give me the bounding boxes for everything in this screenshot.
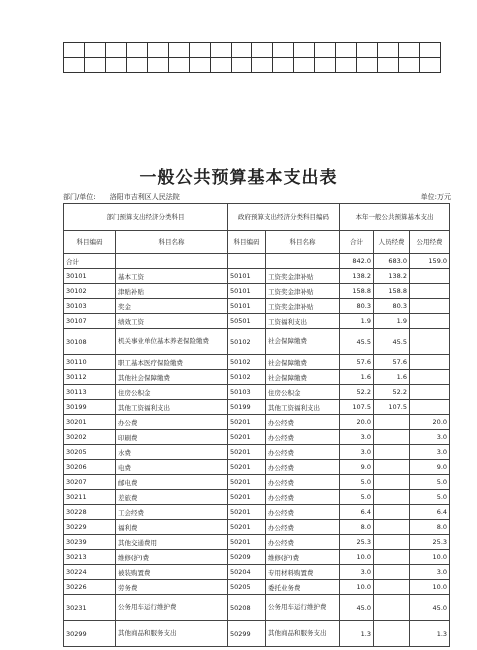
row-gov-name: 办公经费	[266, 415, 340, 430]
row-gov-name: 办公经费	[266, 460, 340, 475]
row-gov-code: 50101	[228, 284, 266, 299]
table-row	[64, 535, 450, 550]
row-public	[410, 284, 450, 299]
table-row	[64, 580, 450, 595]
row-name: 住房公积金	[116, 385, 228, 400]
row-public	[410, 314, 450, 329]
col-header-total: 合计	[340, 231, 374, 254]
row-public	[410, 299, 450, 314]
row-public: 6.4	[410, 505, 450, 520]
table-row	[64, 329, 450, 355]
row-gov-name: 办公经费	[266, 475, 340, 490]
row-name: 公务用车运行维护费	[116, 595, 228, 621]
row-name: 津贴补贴	[116, 284, 228, 299]
col-header-name: 科目名称	[116, 231, 228, 254]
row-code: 30199	[64, 400, 116, 415]
row-code: 30113	[64, 385, 116, 400]
row-gov-code: 50102	[228, 355, 266, 370]
row-public: 45.0	[410, 595, 450, 621]
row-public	[410, 370, 450, 385]
row-gov-name: 办公经费	[266, 445, 340, 460]
row-gov-code: 50208	[228, 595, 266, 621]
col-header-personnel: 人员经费	[374, 231, 410, 254]
row-gov-name: 工资奖金津补贴	[266, 269, 340, 284]
col-header-gov-name: 科目名称	[266, 231, 340, 254]
row-gov-code: 50101	[228, 269, 266, 284]
row-total: 20.0	[340, 415, 374, 430]
row-name: 基本工资	[116, 269, 228, 284]
row-total: 3.0	[340, 445, 374, 460]
row-gov-name: 委托业务费	[266, 580, 340, 595]
row-personnel: 52.2	[374, 385, 410, 400]
table-row	[64, 415, 450, 430]
row-gov-name: 办公经费	[266, 520, 340, 535]
group-header-gov: 政府预算支出经济分类科目编码	[228, 204, 340, 231]
row-name: 机关事业单位基本养老保险缴费	[116, 329, 228, 355]
table-row	[64, 284, 450, 299]
table-row	[64, 490, 450, 505]
row-total: 107.5	[340, 400, 374, 415]
row-total: 25.3	[340, 535, 374, 550]
row-public: 9.0	[410, 460, 450, 475]
row-name: 工会经费	[116, 505, 228, 520]
row-gov-code: 50102	[228, 370, 266, 385]
row-name: 水费	[116, 445, 228, 460]
row-public: 20.0	[410, 415, 450, 430]
group-header-budget: 本年一般公共预算基本支出	[340, 204, 450, 231]
row-code: 30207	[64, 475, 116, 490]
row-personnel	[374, 505, 410, 520]
row-personnel	[374, 565, 410, 580]
table-row	[64, 400, 450, 415]
group-header-dept: 部门预算支出经济分类科目	[64, 204, 228, 231]
table-row	[64, 370, 450, 385]
row-total: 8.0	[340, 520, 374, 535]
row-code: 30226	[64, 580, 116, 595]
row-code: 30299	[64, 621, 116, 647]
previous-page-table-fragment	[63, 42, 441, 73]
table-row	[64, 299, 450, 314]
row-name: 差旅费	[116, 490, 228, 505]
row-total: 5.0	[340, 490, 374, 505]
row-gov-code: 50209	[228, 550, 266, 565]
row-gov-code: 50201	[228, 430, 266, 445]
row-code: 30231	[64, 595, 116, 621]
row-total: 80.3	[340, 299, 374, 314]
row-personnel	[374, 475, 410, 490]
row-personnel: 45.5	[374, 329, 410, 355]
row-total: 10.0	[340, 550, 374, 565]
row-total: 138.2	[340, 269, 374, 284]
row-total: 1.6	[340, 370, 374, 385]
total-row	[64, 254, 450, 269]
row-public: 25.3	[410, 535, 450, 550]
row-total: 45.0	[340, 595, 374, 621]
row-personnel	[374, 535, 410, 550]
row-total: 1.9	[340, 314, 374, 329]
table-row	[64, 505, 450, 520]
row-code: 30110	[64, 355, 116, 370]
row-code: 30205	[64, 445, 116, 460]
row-personnel: 1.9	[374, 314, 410, 329]
department-value: 洛阳市吉利区人民法院	[109, 193, 180, 201]
row-code: 30103	[64, 299, 116, 314]
row-personnel: 80.3	[374, 299, 410, 314]
row-name: 电费	[116, 460, 228, 475]
row-gov-code: 50204	[228, 565, 266, 580]
row-personnel	[374, 621, 410, 647]
row-gov-code: 50103	[228, 385, 266, 400]
row-total: 10.0	[340, 580, 374, 595]
table-row	[64, 269, 450, 284]
row-gov-code: 50201	[228, 460, 266, 475]
row-gov-name: 社会保障缴费	[266, 329, 340, 355]
table-row	[64, 595, 450, 621]
row-total: 5.0	[340, 475, 374, 490]
row-public: 3.0	[410, 445, 450, 460]
row-personnel: 158.8	[374, 284, 410, 299]
row-total: 6.4	[340, 505, 374, 520]
row-personnel	[374, 520, 410, 535]
row-personnel	[374, 460, 410, 475]
row-code: 30229	[64, 520, 116, 535]
row-total: 1.3	[340, 621, 374, 647]
row-name: 其他社会保障缴费	[116, 370, 228, 385]
department-line	[63, 192, 180, 202]
row-code: 30102	[64, 284, 116, 299]
row-gov-code: 50201	[228, 490, 266, 505]
row-gov-code: 50102	[228, 329, 266, 355]
row-public	[410, 329, 450, 355]
table-row	[64, 621, 450, 647]
row-code: 30201	[64, 415, 116, 430]
table-row	[64, 460, 450, 475]
row-code: 30101	[64, 269, 116, 284]
row-gov-code: 50201	[228, 505, 266, 520]
row-public: 3.0	[410, 565, 450, 580]
row-code: 30202	[64, 430, 116, 445]
row-gov-code: 50201	[228, 445, 266, 460]
row-gov-name: 办公经费	[266, 505, 340, 520]
department-label: 部门/单位:	[63, 193, 96, 201]
row-gov-code: 50201	[228, 415, 266, 430]
total-public: 159.0	[410, 254, 450, 269]
unit-label: 单位:万元	[420, 193, 451, 201]
row-personnel: 138.2	[374, 269, 410, 284]
row-gov-name: 工资奖金津补贴	[266, 284, 340, 299]
row-gov-code: 50201	[228, 520, 266, 535]
row-gov-name: 社会保障缴费	[266, 355, 340, 370]
row-name: 维修(护)费	[116, 550, 228, 565]
row-gov-code: 50201	[228, 535, 266, 550]
total-label: 合计	[64, 254, 116, 269]
budget-expenditure-table	[63, 203, 450, 647]
row-gov-code: 50201	[228, 475, 266, 490]
row-code: 30211	[64, 490, 116, 505]
row-total: 158.8	[340, 284, 374, 299]
row-name: 被装购置费	[116, 565, 228, 580]
document-title: 一般公共预算基本支出表	[139, 168, 338, 188]
row-personnel	[374, 550, 410, 565]
row-name: 办公费	[116, 415, 228, 430]
row-gov-code: 50205	[228, 580, 266, 595]
row-public: 5.0	[410, 490, 450, 505]
row-public: 8.0	[410, 520, 450, 535]
table-row	[64, 314, 450, 329]
row-name: 绩效工资	[116, 314, 228, 329]
row-gov-name: 工资福利支出	[266, 314, 340, 329]
row-gov-name: 维修(护)费	[266, 550, 340, 565]
row-gov-name: 办公经费	[266, 490, 340, 505]
row-gov-name: 专用材料购置费	[266, 565, 340, 580]
table-row	[64, 385, 450, 400]
row-total: 3.0	[340, 430, 374, 445]
table-row	[64, 355, 450, 370]
row-code: 30213	[64, 550, 116, 565]
row-personnel	[374, 490, 410, 505]
row-gov-name: 其他商品和服务支出	[266, 621, 340, 647]
row-personnel	[374, 445, 410, 460]
row-public	[410, 269, 450, 284]
row-total: 45.5	[340, 329, 374, 355]
row-public: 5.0	[410, 475, 450, 490]
row-personnel: 107.5	[374, 400, 410, 415]
row-name: 其他工资福利支出	[116, 400, 228, 415]
row-gov-name: 公务用车运行维护费	[266, 595, 340, 621]
table-row	[64, 430, 450, 445]
row-code: 30108	[64, 329, 116, 355]
col-header-public: 公用经费	[410, 231, 450, 254]
row-gov-name: 其他工资福利支出	[266, 400, 340, 415]
row-public: 3.0	[410, 430, 450, 445]
row-code: 30107	[64, 314, 116, 329]
row-personnel	[374, 580, 410, 595]
row-gov-code: 50101	[228, 299, 266, 314]
row-code: 30206	[64, 460, 116, 475]
row-name: 职工基本医疗保险缴费	[116, 355, 228, 370]
table-row	[64, 520, 450, 535]
row-total: 3.0	[340, 565, 374, 580]
table-row	[64, 445, 450, 460]
row-public	[410, 355, 450, 370]
row-public	[410, 385, 450, 400]
row-gov-name: 办公经费	[266, 535, 340, 550]
row-personnel	[374, 430, 410, 445]
row-gov-code: 50299	[228, 621, 266, 647]
row-name: 奖金	[116, 299, 228, 314]
row-code: 30228	[64, 505, 116, 520]
row-total: 57.6	[340, 355, 374, 370]
row-gov-name: 住房公积金	[266, 385, 340, 400]
row-name: 邮电费	[116, 475, 228, 490]
row-name: 其他交通费用	[116, 535, 228, 550]
row-personnel: 1.6	[374, 370, 410, 385]
col-header-code: 科目编码	[64, 231, 116, 254]
row-public	[410, 400, 450, 415]
table-row	[64, 475, 450, 490]
row-gov-code: 50501	[228, 314, 266, 329]
total-sum: 842.0	[340, 254, 374, 269]
total-personnel: 683.0	[374, 254, 410, 269]
row-name: 劳务费	[116, 580, 228, 595]
row-name: 福利费	[116, 520, 228, 535]
row-gov-name: 工资奖金津补贴	[266, 299, 340, 314]
row-personnel	[374, 595, 410, 621]
row-name: 其他商品和服务支出	[116, 621, 228, 647]
row-code: 30224	[64, 565, 116, 580]
row-public: 10.0	[410, 580, 450, 595]
row-personnel	[374, 415, 410, 430]
row-total: 9.0	[340, 460, 374, 475]
row-code: 30112	[64, 370, 116, 385]
row-gov-name: 办公经费	[266, 430, 340, 445]
table-row	[64, 550, 450, 565]
row-code: 30239	[64, 535, 116, 550]
row-name: 印刷费	[116, 430, 228, 445]
row-public: 1.3	[410, 621, 450, 647]
row-gov-code: 50199	[228, 400, 266, 415]
row-personnel: 57.6	[374, 355, 410, 370]
row-gov-name: 社会保障缴费	[266, 370, 340, 385]
col-header-gov-code: 科目编码	[228, 231, 266, 254]
row-total: 52.2	[340, 385, 374, 400]
row-public: 10.0	[410, 550, 450, 565]
table-row	[64, 565, 450, 580]
